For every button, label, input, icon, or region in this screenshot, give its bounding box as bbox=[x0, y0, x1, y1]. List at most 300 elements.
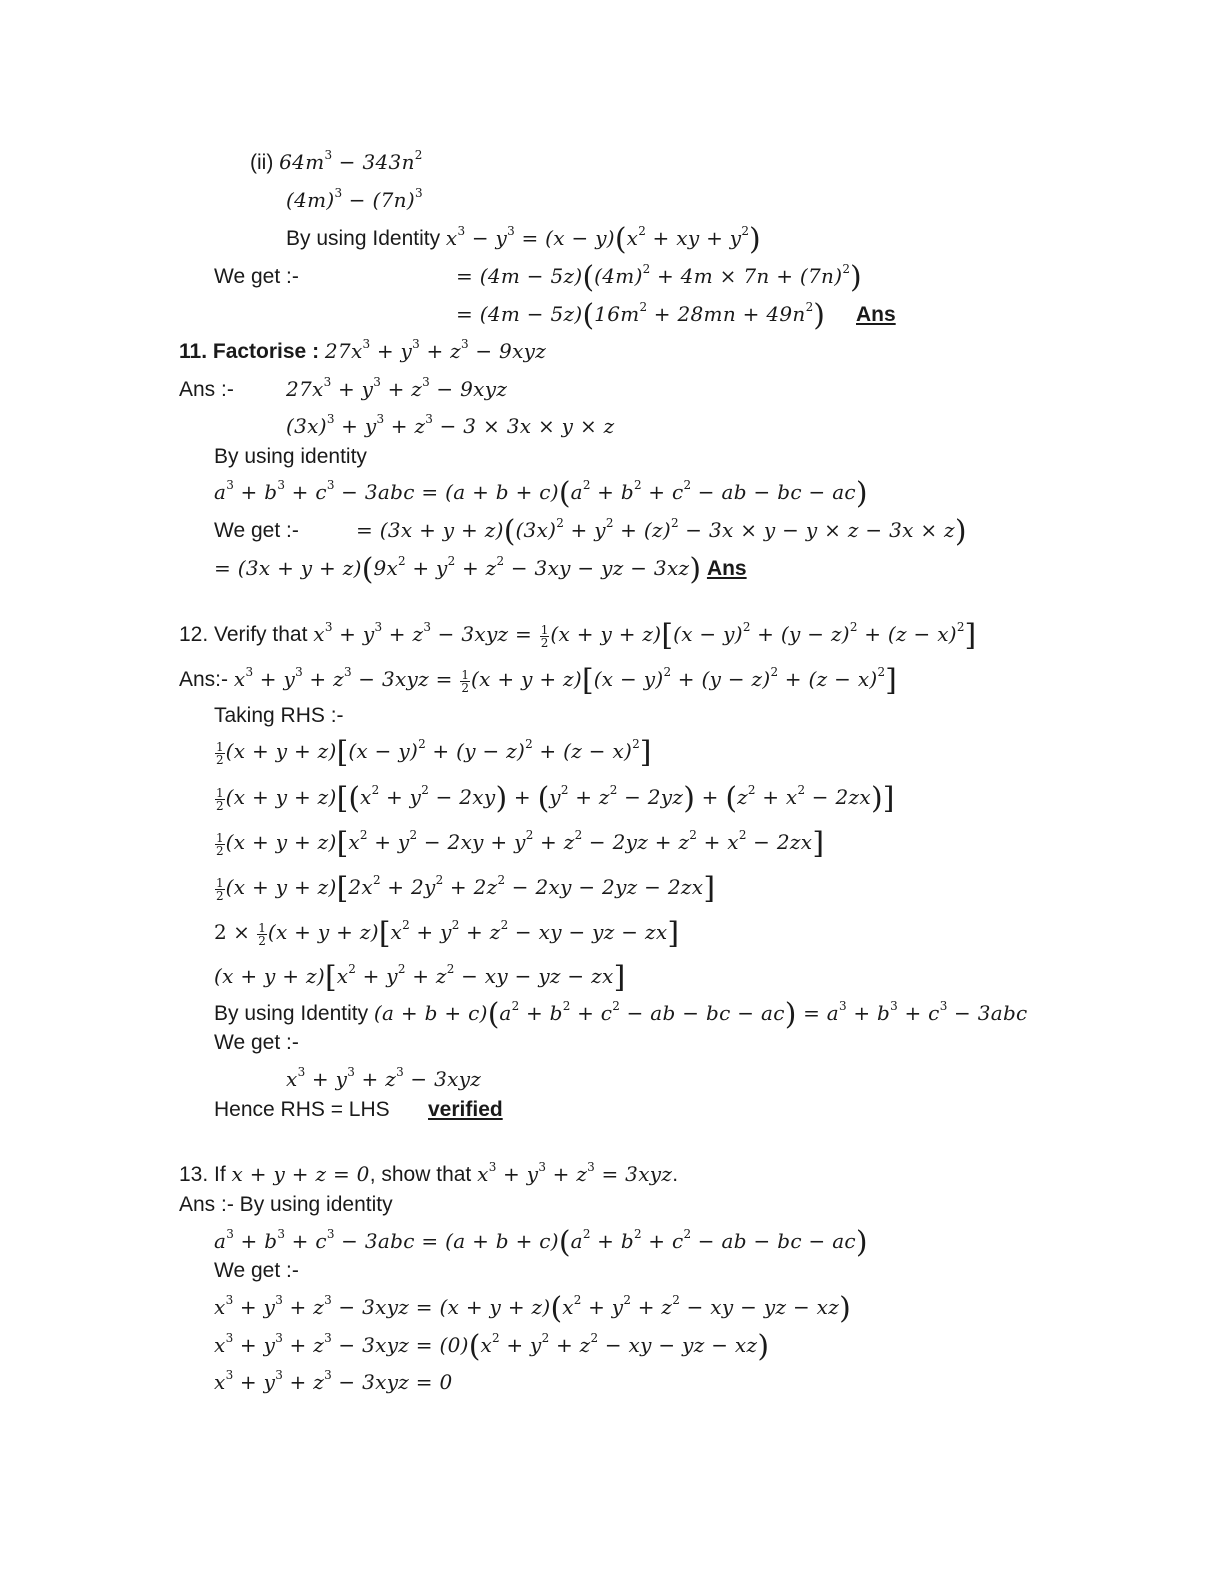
text-label: . bbox=[672, 1163, 679, 1186]
math-expression: 16m bbox=[594, 302, 640, 326]
math-expression: + y bbox=[405, 556, 448, 580]
fraction-denominator: 2 bbox=[258, 933, 266, 948]
exponent: 3 bbox=[422, 375, 430, 389]
exponent: 2 bbox=[683, 1227, 692, 1241]
math-expression: + 2y bbox=[380, 875, 436, 899]
math-expression: 2 × bbox=[214, 920, 257, 944]
exponent: 3 bbox=[457, 224, 466, 238]
bracket: [ bbox=[336, 781, 349, 816]
exponent: 2 bbox=[402, 918, 410, 932]
exponent: 2 bbox=[447, 554, 456, 568]
exponent: 2 bbox=[670, 516, 679, 530]
bracket: ( bbox=[725, 781, 738, 816]
math-expression: x bbox=[336, 964, 349, 988]
bracket: ( bbox=[614, 222, 627, 257]
math-expression: + y bbox=[334, 414, 377, 438]
exponent: 3 bbox=[362, 337, 371, 351]
fraction bbox=[215, 832, 225, 857]
exponent: 3 bbox=[324, 1368, 332, 1382]
exponent: 2 bbox=[609, 783, 618, 797]
math-expression: − ab − bc − ac bbox=[691, 1229, 856, 1253]
math-expression: − 9xyz bbox=[429, 377, 508, 401]
math-expression: + c bbox=[570, 1001, 613, 1025]
exponent: 3 bbox=[225, 1368, 234, 1382]
math-expression: + y bbox=[233, 1333, 276, 1357]
math-expression: x bbox=[214, 1370, 226, 1394]
exponent: 3 bbox=[245, 665, 254, 679]
math-expression: + (y − z) bbox=[671, 667, 771, 691]
exponent: 2 bbox=[409, 828, 418, 842]
math-expression: + y bbox=[563, 518, 606, 542]
fraction bbox=[215, 741, 225, 766]
text-line bbox=[179, 1190, 393, 1219]
math-expression: x bbox=[214, 1333, 226, 1357]
exponent: 3 bbox=[425, 412, 433, 426]
math-expression: + y bbox=[233, 1295, 276, 1319]
math-expression: a bbox=[570, 480, 583, 504]
text-line bbox=[286, 375, 507, 403]
exponent: 2 bbox=[672, 1293, 680, 1307]
fraction-numerator: 1 bbox=[216, 875, 224, 890]
math-expression: + c bbox=[285, 1229, 327, 1253]
exponent: 2 bbox=[582, 1227, 591, 1241]
math-expression: − xy − yz − xz bbox=[679, 1295, 840, 1319]
bracket: ] bbox=[885, 663, 897, 698]
fraction bbox=[257, 922, 267, 947]
math-expression: + z bbox=[282, 1370, 325, 1394]
bracket: ] bbox=[613, 960, 626, 995]
text-label: Ans :- By using identity bbox=[179, 1193, 393, 1216]
math-expression: + (z − x) bbox=[532, 739, 633, 763]
exponent: 3 bbox=[295, 665, 303, 679]
text-line bbox=[214, 960, 626, 995]
exponent: 2 bbox=[492, 1331, 500, 1345]
math-expression: + z bbox=[405, 964, 447, 988]
bracket: [ bbox=[336, 735, 349, 770]
exponent: 2 bbox=[877, 665, 886, 679]
math-expression: a bbox=[570, 1229, 583, 1253]
answer-label: Ans bbox=[856, 303, 896, 326]
math-expression: + z bbox=[568, 785, 610, 809]
math-expression: + z bbox=[384, 414, 426, 438]
text-line bbox=[428, 1095, 503, 1124]
bracket: ) bbox=[839, 1291, 851, 1326]
math-expression: + y bbox=[499, 1333, 542, 1357]
bracket: ] bbox=[667, 916, 680, 951]
math-expression: (x − y) bbox=[673, 622, 743, 646]
math-expression: = (4m − 5z) bbox=[456, 302, 583, 326]
math-expression: − 3abc = (a + b + c) bbox=[334, 480, 559, 504]
math-expression: − 3xyz = (x + y + z) bbox=[331, 1295, 551, 1319]
math-expression: 9x bbox=[373, 556, 399, 580]
math-expression: (x − y) bbox=[593, 667, 664, 691]
text-line bbox=[456, 260, 862, 295]
exponent: 3 bbox=[323, 375, 332, 389]
exponent: 3 bbox=[376, 412, 385, 426]
text-label: , show that bbox=[369, 1163, 478, 1186]
math-expression: + y bbox=[409, 920, 452, 944]
math-expression: − xy − yz − zx bbox=[454, 964, 614, 988]
exponent: 3 bbox=[412, 337, 420, 351]
bracket: ) bbox=[749, 222, 761, 257]
fraction-numerator: 1 bbox=[216, 830, 224, 845]
text-line bbox=[214, 735, 652, 770]
fraction-denominator: 2 bbox=[216, 843, 224, 858]
math-expression: − 3xyz = bbox=[430, 622, 539, 646]
math-expression: + (z) bbox=[613, 518, 671, 542]
fraction-numerator: 1 bbox=[461, 667, 470, 682]
text-label: We get :- bbox=[214, 1259, 299, 1282]
math-expression: (a + b + c) bbox=[373, 1001, 488, 1025]
math-expression: + z bbox=[455, 556, 497, 580]
exponent: 2 bbox=[797, 783, 806, 797]
fraction bbox=[540, 624, 550, 649]
fraction-denominator: 2 bbox=[540, 635, 549, 650]
exponent: 3 bbox=[461, 337, 469, 351]
bracket: ) bbox=[495, 781, 508, 816]
exponent: 3 bbox=[226, 478, 234, 492]
math-expression: + z bbox=[631, 1295, 673, 1319]
bracket: ) bbox=[855, 1225, 868, 1260]
bracket: ] bbox=[964, 618, 977, 653]
exponent: 2 bbox=[956, 620, 965, 634]
text-line bbox=[214, 1028, 299, 1057]
math-expression: (3x) bbox=[286, 414, 327, 438]
math-expression: + b bbox=[846, 1001, 891, 1025]
exponent: 3 bbox=[423, 620, 431, 634]
math-expression: + z bbox=[419, 339, 462, 363]
exponent: 2 bbox=[747, 783, 756, 797]
bracket: ( bbox=[582, 298, 595, 333]
fraction-numerator: 1 bbox=[216, 739, 224, 754]
exponent: 2 bbox=[689, 828, 697, 842]
exponent: 3 bbox=[324, 148, 333, 162]
bracket: ( bbox=[361, 552, 374, 587]
exponent: 3 bbox=[374, 620, 383, 634]
text-label: By using Identity bbox=[214, 1002, 374, 1025]
math-expression: + y bbox=[305, 1067, 348, 1091]
text-line bbox=[214, 516, 299, 545]
math-expression: 64m bbox=[279, 150, 325, 174]
math-expression: + z bbox=[545, 1162, 588, 1186]
exponent: 2 bbox=[842, 262, 850, 276]
math-expression: x bbox=[445, 226, 458, 250]
exponent: 3 bbox=[373, 375, 381, 389]
exponent: 2 bbox=[372, 873, 381, 887]
text-line bbox=[356, 514, 967, 549]
exponent: 2 bbox=[500, 918, 509, 932]
exponent: 2 bbox=[398, 554, 406, 568]
exponent: 2 bbox=[451, 918, 460, 932]
math-expression: + b bbox=[519, 1001, 563, 1025]
bracket: ) bbox=[784, 997, 797, 1032]
text-line bbox=[214, 1291, 851, 1326]
exponent: 2 bbox=[421, 783, 429, 797]
exponent: 2 bbox=[632, 737, 640, 751]
exponent: 2 bbox=[642, 262, 651, 276]
exponent: 2 bbox=[562, 999, 571, 1013]
exponent: 2 bbox=[590, 1331, 599, 1345]
exponent: 2 bbox=[496, 554, 505, 568]
exponent: 3 bbox=[297, 1065, 306, 1079]
exponent: 2 bbox=[741, 224, 750, 238]
math-expression: y bbox=[549, 785, 561, 809]
exponent: 3 bbox=[275, 1293, 283, 1307]
text-line bbox=[214, 262, 299, 291]
bracket: ( bbox=[468, 1329, 481, 1364]
text-label: 13. If bbox=[179, 1163, 232, 1186]
fraction bbox=[460, 669, 470, 694]
math-expression: + x bbox=[696, 830, 739, 854]
exponent: 2 bbox=[663, 665, 672, 679]
exponent: 2 bbox=[573, 1293, 582, 1307]
text-line bbox=[214, 1329, 770, 1364]
exponent: 3 bbox=[324, 1331, 332, 1345]
exponent: 2 bbox=[805, 300, 814, 314]
exponent: 2 bbox=[638, 224, 646, 238]
math-expression: x bbox=[233, 667, 246, 691]
exponent: 3 bbox=[225, 1331, 234, 1345]
math-expression: + 4m × 7n + (7n) bbox=[650, 264, 843, 288]
exponent: 2 bbox=[414, 148, 423, 162]
math-expression: − 3xyz = (0) bbox=[331, 1333, 469, 1357]
text-line bbox=[214, 826, 825, 861]
exponent: 2 bbox=[639, 300, 648, 314]
exponent: 2 bbox=[849, 620, 858, 634]
math-expression: − ab − bc − ac bbox=[691, 480, 856, 504]
math-expression: + bbox=[507, 785, 538, 809]
math-expression: + (z − x) bbox=[778, 667, 878, 691]
exponent: 3 bbox=[347, 1065, 355, 1079]
exponent: 3 bbox=[334, 186, 343, 200]
exponent: 2 bbox=[541, 1331, 550, 1345]
math-expression: a bbox=[214, 1229, 227, 1253]
exponent: 2 bbox=[683, 478, 692, 492]
math-expression: (x + y + z) bbox=[267, 920, 379, 944]
exponent: 3 bbox=[343, 665, 352, 679]
exponent: 2 bbox=[742, 620, 751, 634]
exponent: 3 bbox=[507, 224, 515, 238]
math-expression: 27x bbox=[324, 339, 363, 363]
math-expression: = (3x + y + z) bbox=[214, 556, 362, 580]
math-expression: + c bbox=[641, 480, 684, 504]
bracket: ] bbox=[812, 826, 825, 861]
text-label: Ans :- bbox=[179, 378, 234, 401]
math-expression: + y bbox=[331, 377, 374, 401]
exponent: 2 bbox=[623, 1293, 632, 1307]
math-expression: (x + y + z) bbox=[225, 739, 337, 763]
text-line bbox=[179, 618, 977, 653]
text-line bbox=[179, 337, 546, 366]
exponent: 2 bbox=[435, 873, 444, 887]
math-expression: = (3x + y + z) bbox=[356, 518, 504, 542]
exponent: 3 bbox=[275, 1331, 283, 1345]
math-expression: x bbox=[214, 1295, 226, 1319]
text-label: We get :- bbox=[214, 519, 299, 542]
text-line bbox=[179, 663, 897, 698]
fraction-numerator: 1 bbox=[258, 920, 266, 935]
math-expression: − (7n) bbox=[342, 188, 415, 212]
exponent: 3 bbox=[488, 1160, 497, 1174]
bracket: ( bbox=[537, 781, 550, 816]
text-line bbox=[286, 1065, 481, 1093]
exponent: 3 bbox=[538, 1160, 546, 1174]
text-line bbox=[286, 412, 615, 440]
bracket: ) bbox=[954, 514, 967, 549]
bracket: ( bbox=[348, 781, 361, 816]
math-expression: − 2xy − 2yz − 2zx bbox=[505, 875, 704, 899]
exponent: 2 bbox=[574, 828, 583, 842]
text-line bbox=[214, 997, 1028, 1032]
math-expression: − 2yz bbox=[617, 785, 684, 809]
math-expression: + (y − z) bbox=[750, 622, 850, 646]
text-line bbox=[214, 442, 367, 471]
exponent: 3 bbox=[326, 412, 335, 426]
math-expression: − 3abc bbox=[947, 1001, 1028, 1025]
bracket: ] bbox=[882, 781, 895, 816]
math-expression: + z bbox=[282, 1333, 325, 1357]
text-label: Ans:- bbox=[179, 668, 234, 691]
answer-label: Ans bbox=[706, 557, 747, 580]
math-expression: (4m) bbox=[286, 188, 335, 212]
text-line bbox=[214, 781, 895, 816]
math-expression: + z bbox=[549, 1333, 591, 1357]
math-expression: + z bbox=[382, 622, 424, 646]
exponent: 2 bbox=[612, 999, 620, 1013]
math-expression: (4m) bbox=[594, 264, 643, 288]
fraction-numerator: 1 bbox=[540, 622, 549, 637]
math-expression: + z bbox=[459, 920, 501, 944]
math-expression: a bbox=[214, 480, 227, 504]
exponent: 3 bbox=[225, 1293, 234, 1307]
text-label: By using Identity bbox=[286, 227, 446, 250]
text-label: 12. Verify that bbox=[179, 623, 314, 646]
math-expression: (x + y + z) bbox=[225, 830, 337, 854]
exponent: 2 bbox=[359, 828, 368, 842]
math-expression: x bbox=[626, 226, 639, 250]
bracket: ( bbox=[558, 1225, 571, 1260]
text-line bbox=[179, 1160, 678, 1189]
bracket: [ bbox=[378, 916, 391, 951]
math-expression: + y bbox=[253, 667, 296, 691]
exponent: 3 bbox=[396, 1065, 404, 1079]
exponent: 2 bbox=[582, 478, 591, 492]
text-label: Hence RHS = LHS bbox=[214, 1098, 390, 1121]
bracket: [ bbox=[324, 960, 337, 995]
fraction-denominator: 2 bbox=[216, 888, 224, 903]
math-expression: + z bbox=[282, 1295, 325, 1319]
math-expression: + y bbox=[367, 830, 410, 854]
math-expression: 27x bbox=[286, 377, 324, 401]
math-expression: + y bbox=[233, 1370, 276, 1394]
math-expression: + b bbox=[233, 480, 278, 504]
text-line bbox=[214, 871, 716, 906]
exponent: 3 bbox=[326, 1227, 335, 1241]
math-expression: = a bbox=[796, 1001, 840, 1025]
math-expression: + y bbox=[355, 964, 398, 988]
math-expression: − y bbox=[465, 226, 508, 250]
exponent: 2 bbox=[738, 828, 747, 842]
text-line bbox=[214, 552, 747, 587]
fraction-denominator: 2 bbox=[216, 752, 224, 767]
text-line bbox=[286, 222, 761, 257]
math-expression: + y bbox=[496, 1162, 539, 1186]
bracket: ) bbox=[849, 260, 862, 295]
text-line bbox=[214, 1256, 299, 1285]
bracket: ] bbox=[639, 735, 652, 770]
bracket: ) bbox=[855, 476, 868, 511]
exponent: 2 bbox=[446, 962, 455, 976]
exponent: 2 bbox=[605, 516, 614, 530]
bracket: ( bbox=[550, 1291, 563, 1326]
math-expression: − 2xy + y bbox=[417, 830, 526, 854]
math-expression: − 3xyz bbox=[403, 1067, 482, 1091]
exponent: 2 bbox=[633, 478, 642, 492]
fraction bbox=[215, 787, 225, 812]
math-expression: − 3 × 3x × y × z bbox=[432, 414, 615, 438]
math-expression: + b bbox=[590, 480, 634, 504]
math-expression: + (z − x) bbox=[857, 622, 957, 646]
math-expression: − 2yz + z bbox=[582, 830, 690, 854]
text-label: (ii) bbox=[250, 151, 280, 174]
bracket: ( bbox=[582, 260, 595, 295]
math-expression: x bbox=[313, 622, 325, 646]
math-expression: x bbox=[348, 830, 360, 854]
math-expression: − 3abc = (a + b + c) bbox=[334, 1229, 559, 1253]
text-line bbox=[179, 375, 234, 404]
exponent: 3 bbox=[226, 1227, 234, 1241]
math-expression: − xy − yz − xz bbox=[598, 1333, 758, 1357]
exponent: 3 bbox=[324, 620, 333, 634]
math-expression: x bbox=[286, 1067, 298, 1091]
exponent: 2 bbox=[371, 783, 380, 797]
bracket: ] bbox=[703, 871, 716, 906]
math-expression: (x − y) bbox=[348, 739, 419, 763]
exponent: 2 bbox=[525, 737, 533, 751]
text-line bbox=[214, 476, 868, 511]
math-expression: (x + y + z) bbox=[225, 875, 337, 899]
text-line bbox=[250, 148, 422, 177]
math-expression: x bbox=[480, 1333, 493, 1357]
math-expression: + y bbox=[370, 339, 413, 363]
bracket: [ bbox=[336, 871, 349, 906]
math-expression: z bbox=[737, 785, 748, 809]
text-line bbox=[456, 298, 825, 333]
exponent: 2 bbox=[556, 516, 564, 530]
text-line bbox=[286, 186, 423, 214]
math-expression: + 28mn + 49n bbox=[647, 302, 806, 326]
fraction bbox=[215, 877, 225, 902]
exponent: 2 bbox=[525, 828, 534, 842]
math-expression: a bbox=[499, 1001, 512, 1025]
math-expression: + z bbox=[302, 667, 344, 691]
math-expression: + 2z bbox=[443, 875, 498, 899]
math-expression: + z bbox=[354, 1067, 397, 1091]
text-line bbox=[214, 916, 680, 951]
exponent: 3 bbox=[277, 1227, 285, 1241]
math-expression: = 3xyz bbox=[594, 1162, 673, 1186]
math-expression: + x bbox=[755, 785, 798, 809]
bracket: [ bbox=[661, 618, 674, 653]
bracket: ) bbox=[870, 781, 883, 816]
math-expression: (x + y + z) bbox=[550, 622, 662, 646]
math-expression: − 2zx bbox=[805, 785, 871, 809]
math-expression: (3x) bbox=[515, 518, 557, 542]
math-expression: (x + y + z) bbox=[214, 964, 325, 988]
math-expression: + c bbox=[641, 1229, 684, 1253]
math-expression: + bbox=[694, 785, 726, 809]
math-expression: − 3xyz = 0 bbox=[331, 1370, 453, 1394]
